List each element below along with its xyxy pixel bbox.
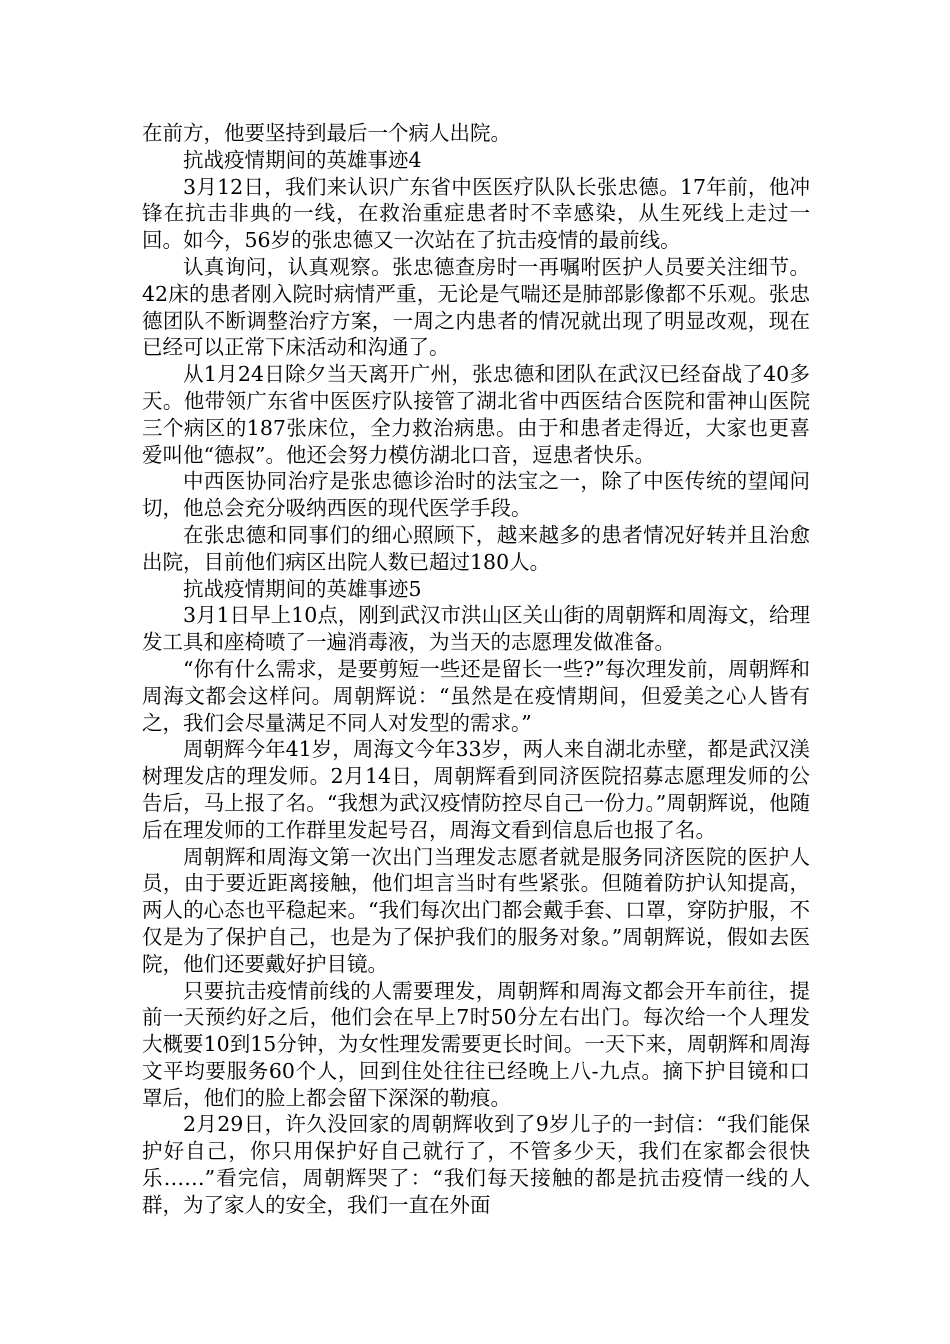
paragraph: 周朝辉和周海文第一次出门当理发志愿者就是服务同济医院的医护人员，由于要近距离接触，他们坦言当时有些紧张。但随着防护认知提高，两人的心态也平稳起来。“我们每次出门都会戴手套、口罩，穿防护服，不仅是为了保护自己，也是为了保护我们的服务对象。”周朝辉说，假如去医院，他们还要戴好护目镜。 — [142, 844, 810, 976]
section-heading: 抗战疫情期间的英雄事迹5 — [183, 576, 422, 601]
paragraph: 2月29日，许久没回家的周朝辉收到了9岁儿子的一封信：“我们能保护好自己，你只用保护好自己就行了，不管多少天，我们在家都会很快乐……”看完信，周朝辉哭了：“我们每天接触的都是抗击疫情一线的人群，为了家人的安全，我们一直在外面 — [142, 1112, 810, 1217]
paragraph: 3月1日早上10点，刚到武汉市洪山区关山街的周朝辉和周海文，给理发工具和座椅喷了一遍消毒液，为当天的志愿理发做准备。 — [142, 603, 810, 655]
paragraph: 3月12日，我们来认识广东省中医医疗队队长张忠德。17年前，他冲锋在抗击非典的一线，在救治重症患者时不幸感染，从生死线上走过一回。如今，56岁的张忠德又一次站在了抗击疫情的最前线。 — [142, 174, 810, 253]
paragraph: “你有什么需求，是要剪短一些还是留长一些?”每次理发前，周朝辉和周海文都会这样问。周朝辉说：“虽然是在疫情期间，但爱美之心人皆有之，我们会尽量满足不同人对发型的需求。” — [142, 656, 810, 735]
paragraph: 只要抗击疫情前线的人需要理发，周朝辉和周海文都会开车前往，提前一天预约好之后，他们会在早上7时50分左右出门。每次给一个人理发大概要10到15分钟，为女性理发需要更长时间。一天下来，周朝辉和周海文平均要服务60个人，回到住处往往已经晚上八-九点。摘下护目镜和口罩后，他们的脸上都会留下深深的勒痕。 — [142, 978, 810, 1110]
paragraph: 从1月24日除夕当天离开广州，张忠德和团队在武汉已经奋战了40多天。他带领广东省中医医疗队接管了湖北省中西医结合医院和雷神山医院三个病区的187张床位，全力救治病患。由于和患者走得近，大家也更喜爱叫他“德叔”。他还会努力模仿湖北口音，逗患者快乐。 — [142, 362, 810, 467]
paragraph: 周朝辉今年41岁，周海文今年33岁，两人来自湖北赤壁，都是武汉渼树理发店的理发师。2月14日，周朝辉看到同济医院招募志愿理发师的公告后，马上报了名。“我想为武汉疫情防控尽自己一份力。”周朝辉说，他随后在理发师的工作群里发起号召，周海文看到信息后也报了名。 — [142, 737, 810, 842]
section-heading: 抗战疫情期间的英雄事迹4 — [183, 147, 422, 172]
paragraph: 认真询问，认真观察。张忠德查房时一再嘱咐医护人员要关注细节。42床的患者刚入院时病情严重，无论是气喘还是肺部影像都不乐观。张忠德团队不断调整治疗方案，一周之内患者的情况就出现了明显改观，现在已经可以正常下床活动和沟通了。 — [142, 254, 810, 360]
paragraph: 在张忠德和同事们的细心照顾下，越来越多的患者情况好转并且治愈出院，目前他们病区出院人数已超过180人。 — [142, 522, 810, 574]
paragraph: 中西医协同治疗是张忠德诊治时的法宝之一，除了中医传统的望闻问切，他总会充分吸纳西医的现代医学手段。 — [142, 469, 810, 521]
paragraph: 在前方，他要坚持到最后一个病人出院。 — [142, 121, 511, 145]
document-body — [142, 120, 810, 1219]
